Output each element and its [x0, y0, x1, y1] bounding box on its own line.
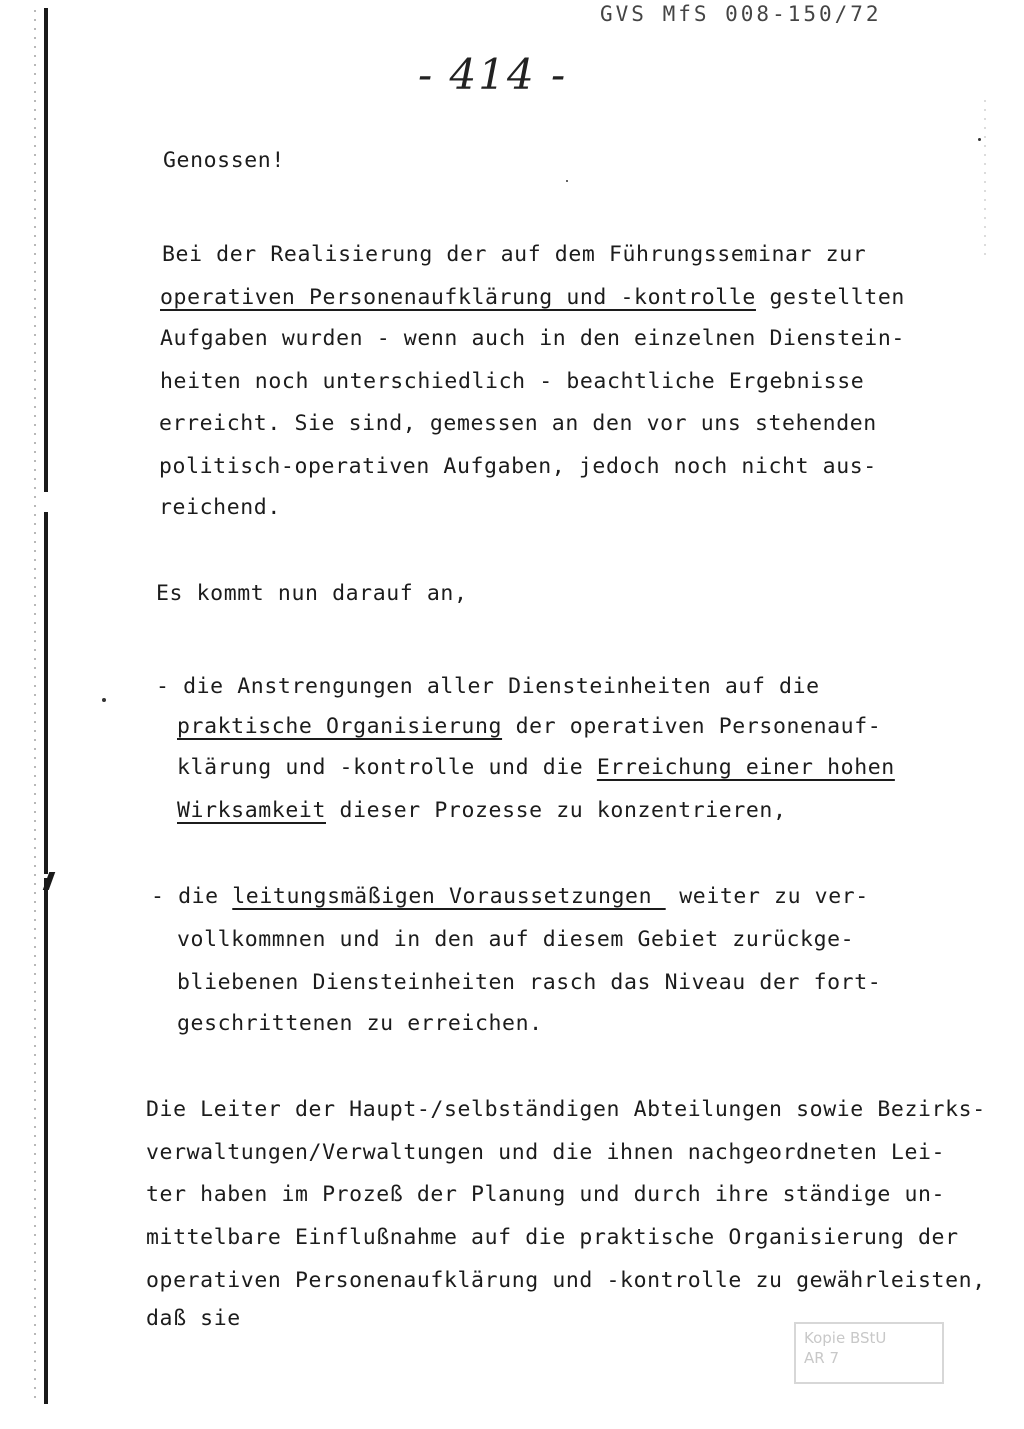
paragraph-line: operativen Personenaufklärung und -kontrolle zu gewährleisten,: [146, 1268, 986, 1293]
list-item-line: Wirksamkeit dieser Prozesse zu konzentrieren,: [177, 798, 787, 823]
page-number: - 414 -: [418, 50, 568, 99]
scan-speck: [978, 138, 981, 141]
scan-perforation: [34, 10, 36, 1400]
list-item-line: vollkommnen und in den auf diesem Gebiet zurückge-: [177, 927, 855, 952]
scan-noise: [984, 100, 986, 260]
binder-edge-line: [44, 512, 48, 874]
paragraph-line: Bei der Realisierung der auf dem Führungsseminar zur: [162, 242, 867, 267]
paragraph-line: verwaltungen/Verwaltungen und die ihnen nachgeordneten Lei-: [146, 1140, 946, 1165]
stamp-line: AR 7: [804, 1349, 839, 1367]
paragraph-line: Die Leiter der Haupt-/selbständigen Abteilungen sowie Bezirks-: [146, 1097, 986, 1122]
paragraph-line: reichend.: [159, 495, 281, 520]
binder-edge-line: [44, 8, 48, 492]
paragraph-line: Aufgaben wurden - wenn auch in den einzelnen Dienstein-: [160, 326, 905, 351]
binder-edge-line: [44, 878, 48, 1404]
list-item-line: praktische Organisierung der operativen Personenauf-: [177, 714, 882, 739]
underlined-phrase: Wirksamkeit: [177, 798, 326, 823]
list-item-line: - die leitungsmäßigen Voraussetzungen weiter zu ver-: [151, 884, 869, 909]
underlined-phrase: praktische Organisierung: [177, 714, 503, 739]
underlined-phrase: Erreichung einer hohen: [596, 755, 895, 780]
salutation: Genossen!: [163, 148, 285, 173]
paragraph-line: ter haben im Prozeß der Planung und durch ihre ständige un-: [146, 1182, 946, 1207]
paragraph-line: mittelbare Einflußnahme auf die praktische Organisierung der: [146, 1225, 959, 1250]
paragraph-line: erreicht. Sie sind, gemessen an den vor uns stehenden: [159, 411, 877, 436]
list-item-line: bliebenen Diensteinheiten rasch das Niveau der fort-: [177, 970, 882, 995]
paragraph-line: heiten noch unterschiedlich - beachtliche Ergebnisse: [160, 369, 865, 394]
scan-speck: [102, 698, 106, 702]
list-item-line: klärung und -kontrolle und die Erreichung einer hohen: [177, 755, 895, 780]
underlined-phrase: leitungsmäßigen Voraussetzungen: [232, 884, 666, 909]
list-item-line: geschrittenen zu erreichen.: [177, 1011, 543, 1036]
paragraph-line: operativen Personenaufklärung und -kontrolle gestellten: [160, 285, 905, 310]
paragraph-line: Es kommt nun darauf an,: [156, 581, 468, 606]
paragraph-line: daß sie: [146, 1306, 241, 1331]
list-item-line: - die Anstrengungen aller Diensteinheiten auf die: [156, 674, 820, 699]
paragraph-line: politisch-operativen Aufgaben, jedoch noch nicht aus-: [159, 454, 877, 479]
document-reference: GVS MfS 008-150/72: [600, 2, 882, 26]
stamp-line: Kopie BStU: [804, 1329, 887, 1347]
scan-speck: [566, 180, 568, 182]
underlined-phrase: operativen Personenaufklärung und -kontrolle: [160, 285, 756, 310]
archive-stamp: [794, 1322, 944, 1384]
